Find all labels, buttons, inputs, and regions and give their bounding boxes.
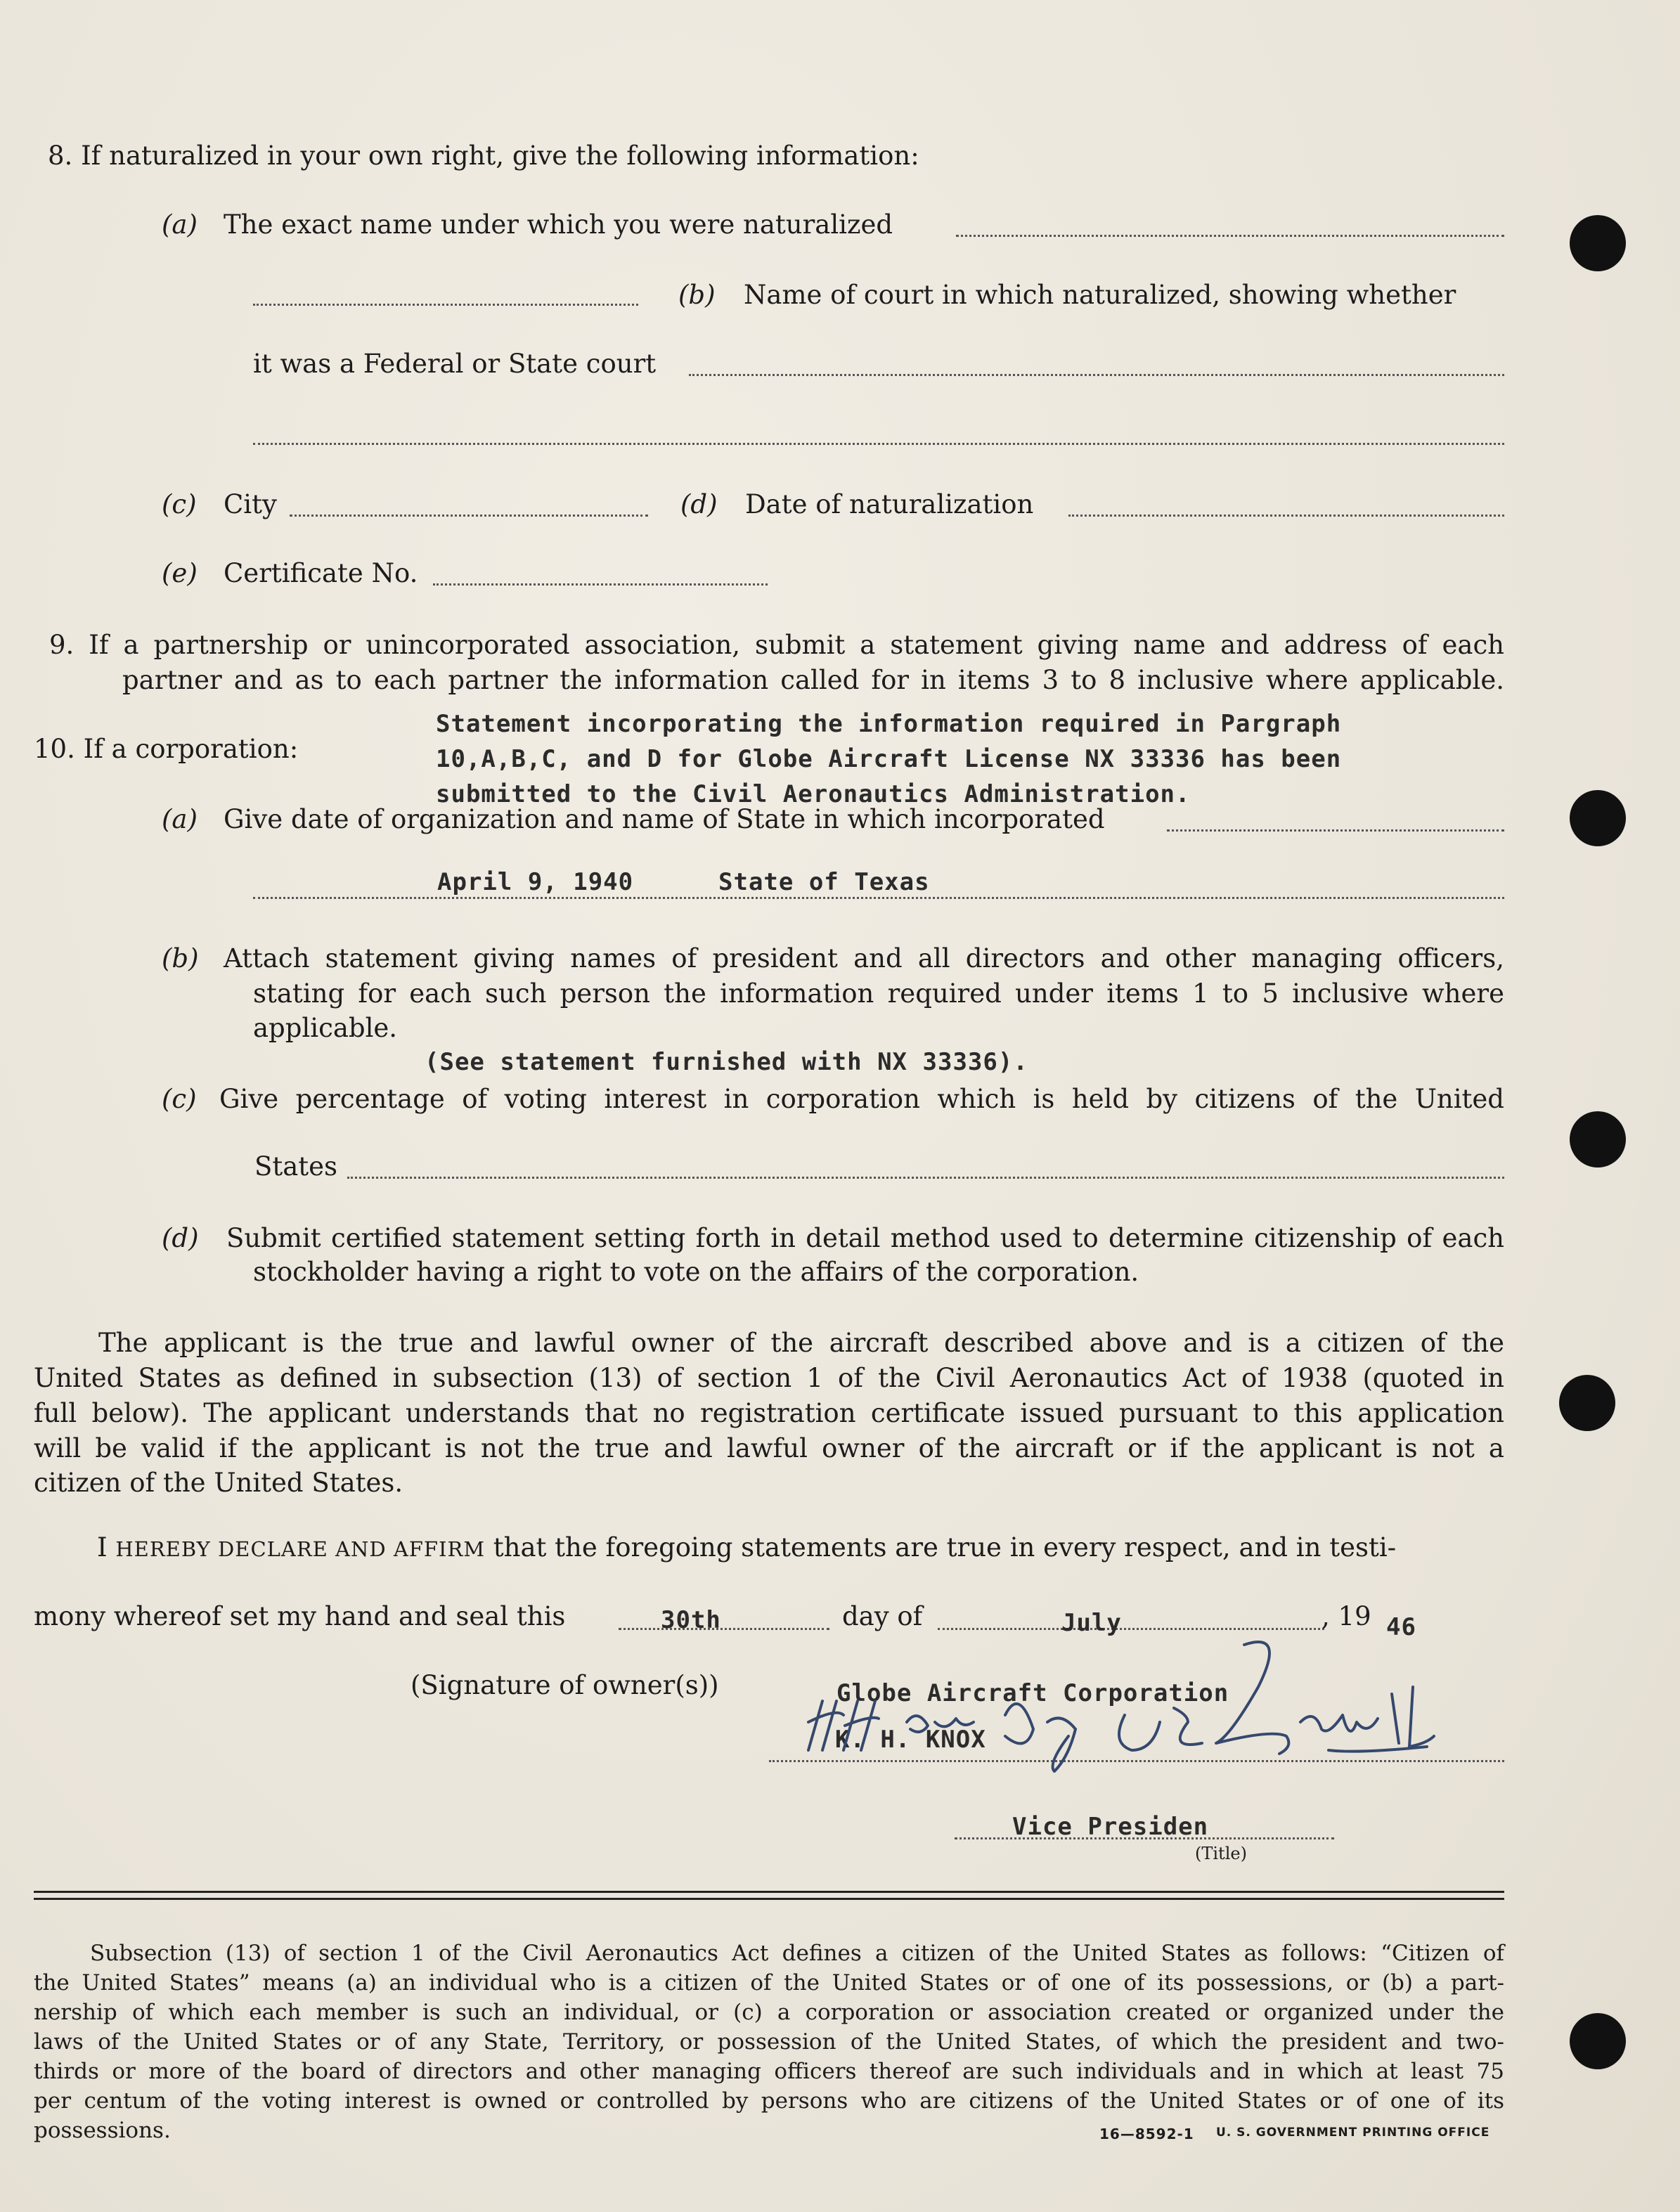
punch-hole	[1559, 1375, 1615, 1431]
year-prefix: , 19	[1322, 1601, 1371, 1631]
item8-b-label: Name of court in which naturalized, showing whether	[744, 280, 1456, 310]
declaration-line: will be valid if the applicant is not the true and lawful owner of the aircraft or if the applicant is not a	[34, 1433, 1504, 1463]
naturalized-name-field[interactable]	[956, 235, 1504, 237]
organization-state-field[interactable]	[253, 897, 1504, 899]
affirm-rest: that the foregoing statements are true in every respect, and in testi-	[493, 1532, 1397, 1563]
item10-b-line1: Attach statement giving names of president and all directors and other managing officers,	[224, 943, 1504, 974]
typed-signer-title: Vice Presiden	[1012, 1813, 1209, 1841]
typed-incorporation-state: State of Texas	[718, 868, 930, 896]
punch-hole	[1570, 215, 1626, 271]
typed-statement-line: Statement incorporating the information required in Pargraph	[436, 710, 1342, 738]
footnote-line: Subsection (13) of section 1 of the Civil Aeronautics Act defines a citizen of the United States as follows: “Citizen of	[90, 1941, 1504, 1966]
typed-signer-name: K. H. KNOX	[835, 1726, 986, 1754]
item8-d-marker: (d)	[680, 489, 718, 519]
footnote-last-line: possessions.	[34, 2118, 171, 2143]
form-number: 16—8592-1	[1099, 2126, 1194, 2142]
printer-credit: U. S. GOVERNMENT PRINTING OFFICE	[1216, 2126, 1490, 2140]
item8-a-marker: (a)	[162, 209, 198, 240]
certificate-number-field[interactable]	[433, 583, 768, 586]
month-field[interactable]	[938, 1628, 1324, 1630]
typed-year: 46	[1386, 1613, 1416, 1641]
declaration-line: The applicant is the true and lawful owner of the aircraft described above and is a citizen of the	[98, 1328, 1504, 1358]
item8-e-label: Certificate No.	[224, 558, 418, 588]
item10-c-line2: States	[254, 1151, 338, 1182]
item8-heading: 8. If naturalized in your own right, give the following information:	[48, 141, 919, 171]
naturalized-name-field-cont[interactable]	[253, 304, 638, 306]
day-of-text: day of	[842, 1601, 923, 1631]
affirm-caps: HEREBY DECLARE AND AFFIRM	[115, 1537, 486, 1561]
affirm-prefix: I	[97, 1532, 108, 1563]
city-field[interactable]	[290, 515, 648, 517]
affirm-line	[97, 1532, 1396, 1565]
typed-signer-company: Globe Aircraft Corporation	[836, 1679, 1229, 1707]
title-label: (Title)	[1195, 1844, 1247, 1863]
court-field[interactable]	[689, 374, 1504, 376]
divider-rule	[34, 1891, 1504, 1893]
declaration-line: United States as defined in subsection (13) of section 1 of the Civil Aeronautics Act of 1938 (quoted in	[34, 1363, 1504, 1393]
item8-c-label: City	[224, 489, 277, 519]
item10-c-marker: (c)	[162, 1084, 197, 1114]
footnote-line: per centum of the voting interest is owned or controlled by persons who are citizens of the United States or of one of its	[34, 2088, 1504, 2114]
item10-b-marker: (b)	[162, 943, 199, 974]
declaration-line: citizen of the United States.	[34, 1468, 403, 1498]
item10-c-line1: Give percentage of voting interest in corporation which is held by citizens of the United	[219, 1084, 1504, 1114]
typed-statement-reference: (See statement furnished with NX 33336).	[425, 1048, 1028, 1076]
divider-rule	[34, 1898, 1504, 1900]
declaration-line: full below). The applicant understands that no registration certificate issued pursuant to this application	[34, 1398, 1504, 1428]
punch-hole	[1570, 2013, 1626, 2069]
item10-heading: 10. If a corporation:	[34, 734, 299, 764]
item10-b-line2: stating for each such person the information required under items 1 to 5 inclusive where	[253, 978, 1504, 1009]
item8-b-cont: it was a Federal or State court	[253, 349, 657, 379]
footnote-line: thirds or more of the board of directors and other managing officers thereof are such individuals and in which at least 75	[34, 2059, 1504, 2084]
item10-a-marker: (a)	[162, 804, 198, 834]
typed-statement-line: submitted to the Civil Aeronautics Administration.	[436, 780, 1191, 808]
naturalization-date-field[interactable]	[1068, 515, 1504, 517]
typed-month: July	[1061, 1609, 1122, 1637]
item10-d-marker: (d)	[162, 1223, 199, 1253]
punch-hole	[1570, 790, 1626, 846]
footnote-line: nership of which each member is such an individual, or (c) a corporation or association created or organized under the	[34, 2000, 1504, 2025]
item9-line2: partner and as to each partner the information called for in items 3 to 8 inclusive where applicable.	[122, 665, 1504, 695]
title-field[interactable]	[955, 1837, 1334, 1839]
item10-b-line3: applicable.	[253, 1013, 398, 1043]
punch-hole	[1570, 1111, 1626, 1168]
item8-a-label: The exact name under which you were naturalized	[224, 209, 893, 240]
court-field-cont[interactable]	[253, 443, 1504, 445]
item8-e-marker: (e)	[162, 558, 198, 588]
typed-statement-line: 10,A,B,C, and D for Globe Aircraft License NX 33336 has been	[436, 745, 1342, 773]
testimony-text: mony whereof set my hand and seal this	[34, 1601, 566, 1631]
voting-percentage-field[interactable]	[347, 1177, 1504, 1179]
item9-line1: 9. If a partnership or unincorporated association, submit a statement giving name and address of each	[49, 630, 1504, 660]
item8-d-label: Date of naturalization	[745, 489, 1034, 519]
day-field[interactable]	[619, 1628, 829, 1630]
item10-d-line1: Submit certified statement setting forth in detail method used to determine citizenship of each	[226, 1223, 1504, 1253]
item10-a-label: Give date of organization and name of State in which incorporated	[224, 804, 1105, 834]
footnote-line: the United States” means (a) an individual who is a citizen of the United States or of one of its possessions, or (b) a part-	[34, 1970, 1504, 1996]
organization-date-field[interactable]	[1167, 829, 1504, 832]
typed-organization-date: April 9, 1940	[437, 868, 634, 896]
item8-b-marker: (b)	[678, 280, 716, 310]
typed-day: 30th	[661, 1606, 721, 1634]
item8-c-marker: (c)	[162, 489, 197, 519]
signature-label: (Signature of owner(s))	[411, 1670, 719, 1700]
footnote-line: laws of the United States or of any State, Territory, or possession of the United States, of which the president and two-	[34, 2029, 1504, 2055]
item10-d-line2: stockholder having a right to vote on the affairs of the corporation.	[253, 1257, 1139, 1287]
